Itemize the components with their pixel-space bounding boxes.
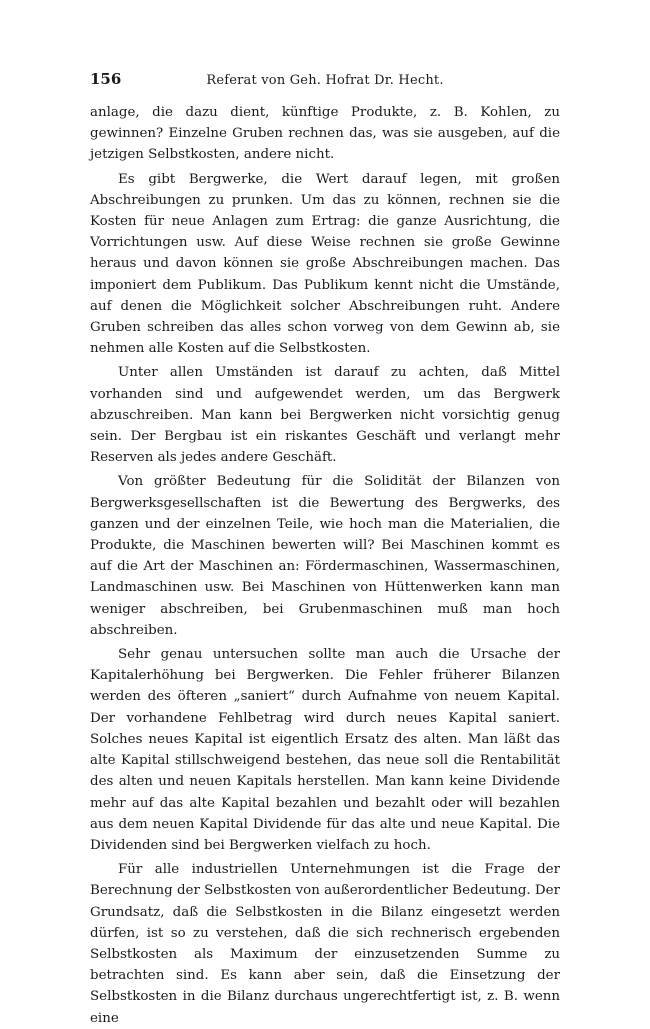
paragraph: Unter allen Umständen ist darauf zu achten, daß Mittel vorhanden sind und aufgewendet werden, um das Bergwerk abzuschreiben. Man kann bei Bergwerken nicht vorsichtig genug sein. Der Bergbau ist ein riskantes Geschäft und verlangt mehr Reserven als jedes andere Geschäft. [90, 365, 560, 466]
page-header [90, 70, 560, 94]
paragraph: Von größter Bedeutung für die Solidität der Bilanzen von Bergwerksgesellschaften ist die Bewertung des Bergwerks, des ganzen und der einzelnen Teile, wie hoch man die Materialien, die Produkte, die Maschinen bewerten will? Bei Maschinen kommt es auf die Art der Maschinen an: Fördermaschinen, Wassermaschinen, Landmaschinen usw. Bei Maschinen von Hüttenwerken kann man weniger abschreiben, bei Grubenmaschinen muß man hoch abschreiben. [90, 474, 560, 638]
paragraph-continuation: anlage, die dazu dient, künftige Produkte, z. B. Kohlen, zu gewinnen? Einzelne Gruben rechnen das, was sie ausgeben, auf die jetzigen Selbstkosten, andere nicht. [90, 105, 560, 163]
book-page [90, 70, 560, 1029]
body-text [90, 102, 560, 1029]
paragraph: Sehr genau untersuchen sollte man auch die Ursache der Kapitalerhöhung bei Bergwerken. Die Fehler früherer Bilanzen werden des öfteren „saniert“ durch Aufnahme von neuem Kapital. Der vorhandene Fehlbetrag wird durch neues Kapital saniert. Solches neues Kapital ist eigentlich Ersatz des alten. Man läßt das alte Kapital stillschweigend bestehen, das neue soll die Rentabilität des alten und neuen Kapitals herstellen. Man kann keine Dividende mehr auf das alte Kapital bezahlen und bezahlt oder will bezahlen aus dem neuen Kapital Dividende für das alte und neue Kapital. Die Dividenden sind bei Bergwerken vielfach zu hoch. [90, 647, 560, 853]
running-head: Referat von Geh. Hofrat Dr. Hecht. [206, 73, 444, 88]
paragraph: Für alle industriellen Unternehmungen ist die Frage der Berechnung der Selbstkosten von außerordentlicher Bedeutung. Der Grundsatz, daß die Selbstkosten in die Bilanz eingesetzt werden dürfen, ist so zu verstehen, daß die sich rechnerisch ergebenden Selbstkosten als Maximum der einzusetzenden Summe zu betrachten sind. Es kann aber sein, daß die Einsetzung der Selbstkosten in die Bilanz durchaus ungerechtfertigt ist, z. B. wenn eine [90, 862, 560, 1026]
page-number: 156 [90, 70, 122, 88]
paragraph: Es gibt Bergwerke, die Wert darauf legen, mit großen Abschreibungen zu prunken. Um das zu können, rechnen sie die Kosten für neue Anlagen zum Ertrag: die ganze Ausrichtung, die Vorrichtungen usw. Auf diese Weise rechnen sie große Gewinne heraus und davon können sie große Abschreibungen machen. Das imponiert dem Publikum. Das Publikum kennt nicht die Umstände, auf denen die Möglichkeit solcher Abschreibungen ruht. Andere Gruben schreiben das alles schon vorweg von dem Gewinn ab, sie nehmen alle Kosten auf die Selbstkosten. [90, 171, 560, 357]
